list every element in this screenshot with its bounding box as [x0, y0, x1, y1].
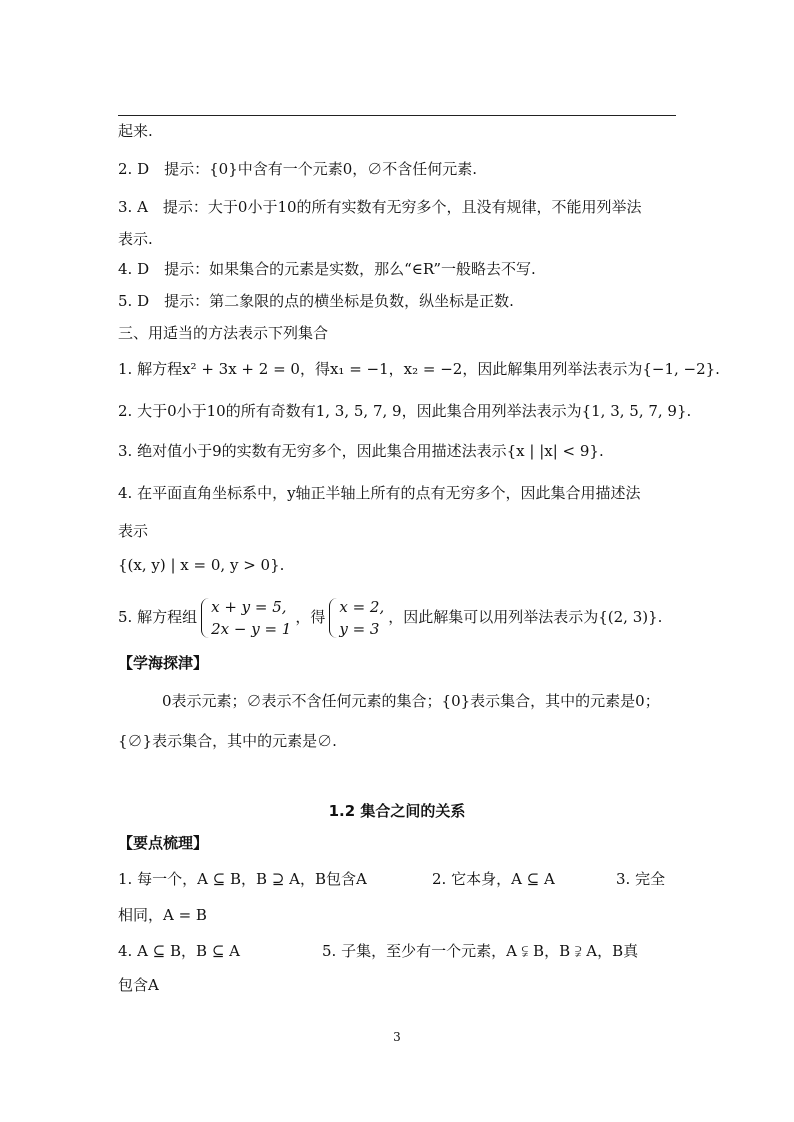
solution-3: 3. 绝对值小于9的实数有无穷多个，因此集合用描述法表示{x | |x| < 9}. [118, 442, 604, 460]
solution-2: 2. 大于0小于10的所有奇数有1, 3, 5, 7, 9，因此集合用列举法表示为{1, 3, 5, 7, 9}. [118, 402, 692, 420]
text-line: 表示 [118, 522, 149, 540]
text-line: 表示. [118, 230, 153, 248]
section-title: 1.2 集合之间的关系 [328, 802, 466, 820]
math-set: {(x, y) | x = 0, y > 0}. [118, 556, 285, 574]
answer-4: 4. D 提示：如果集合的元素是实数，那么“∈R”一般略去不写. [118, 260, 536, 278]
brace-icon [329, 598, 337, 638]
solution-5 [118, 594, 662, 640]
text-line: 起来. [118, 122, 153, 140]
point-4: 4. A ⊆ B，B ⊆ A [118, 942, 240, 960]
equation-row: 2x − y = 1 [211, 620, 292, 638]
text-span: 5. 解方程组 [118, 608, 198, 626]
section-label: 【学海探津】 [118, 654, 209, 672]
point-2: 2. 它本身，A ⊆ A [432, 870, 555, 888]
section-label: 【要点梳理】 [118, 834, 209, 852]
equation-row: x + y = 5, [211, 598, 287, 616]
answer-2: 2. D 提示：{0}中含有一个元素0，∅不含任何元素. [118, 160, 478, 178]
solution-system [329, 596, 384, 640]
equation-row: y = 3 [339, 620, 380, 638]
answer-5: 5. D 提示：第二象限的点的横坐标是负数，纵坐标是正数. [118, 292, 514, 310]
paragraph-line: {∅}表示集合，其中的元素是∅. [118, 732, 337, 750]
solution-4: 4. 在平面直角坐标系中，y轴正半轴上所有的点有无穷多个，因此集合用描述法 [118, 484, 641, 502]
section-heading: 三、用适当的方法表示下列集合 [118, 324, 329, 342]
answer-3: 3. A 提示：大于0小于10的所有实数有无穷多个，且没有规律，不能用列举法 [118, 198, 642, 216]
equation-row: x = 2, [339, 598, 385, 616]
equation-system [201, 596, 291, 640]
point-5: 5. 子集，至少有一个元素，A ⫋ B，B ⫌ A，B真 [322, 942, 639, 960]
point-3: 3. 完全 [616, 870, 666, 888]
solution-1: 1. 解方程x² + 3x + 2 = 0，得x₁ = −1，x₂ = −2，因此解集用列举法表示为{−1, −2}. [118, 360, 720, 378]
text-line: 相同，A = B [118, 906, 207, 924]
text-span: ，因此解集可以用列举法表示为{(2, 3)}. [388, 608, 663, 626]
text-span: ，得 [295, 608, 326, 626]
page-number: 3 [393, 1030, 401, 1044]
header-rule [118, 115, 676, 116]
text-line: 包含A [118, 976, 159, 994]
point-1: 1. 每一个，A ⊆ B，B ⊇ A，B包含A [118, 870, 367, 888]
brace-icon [201, 598, 209, 638]
paragraph-line: 0表示元素；∅表示不含任何元素的集合；{0}表示集合，其中的元素是0； [162, 692, 660, 710]
